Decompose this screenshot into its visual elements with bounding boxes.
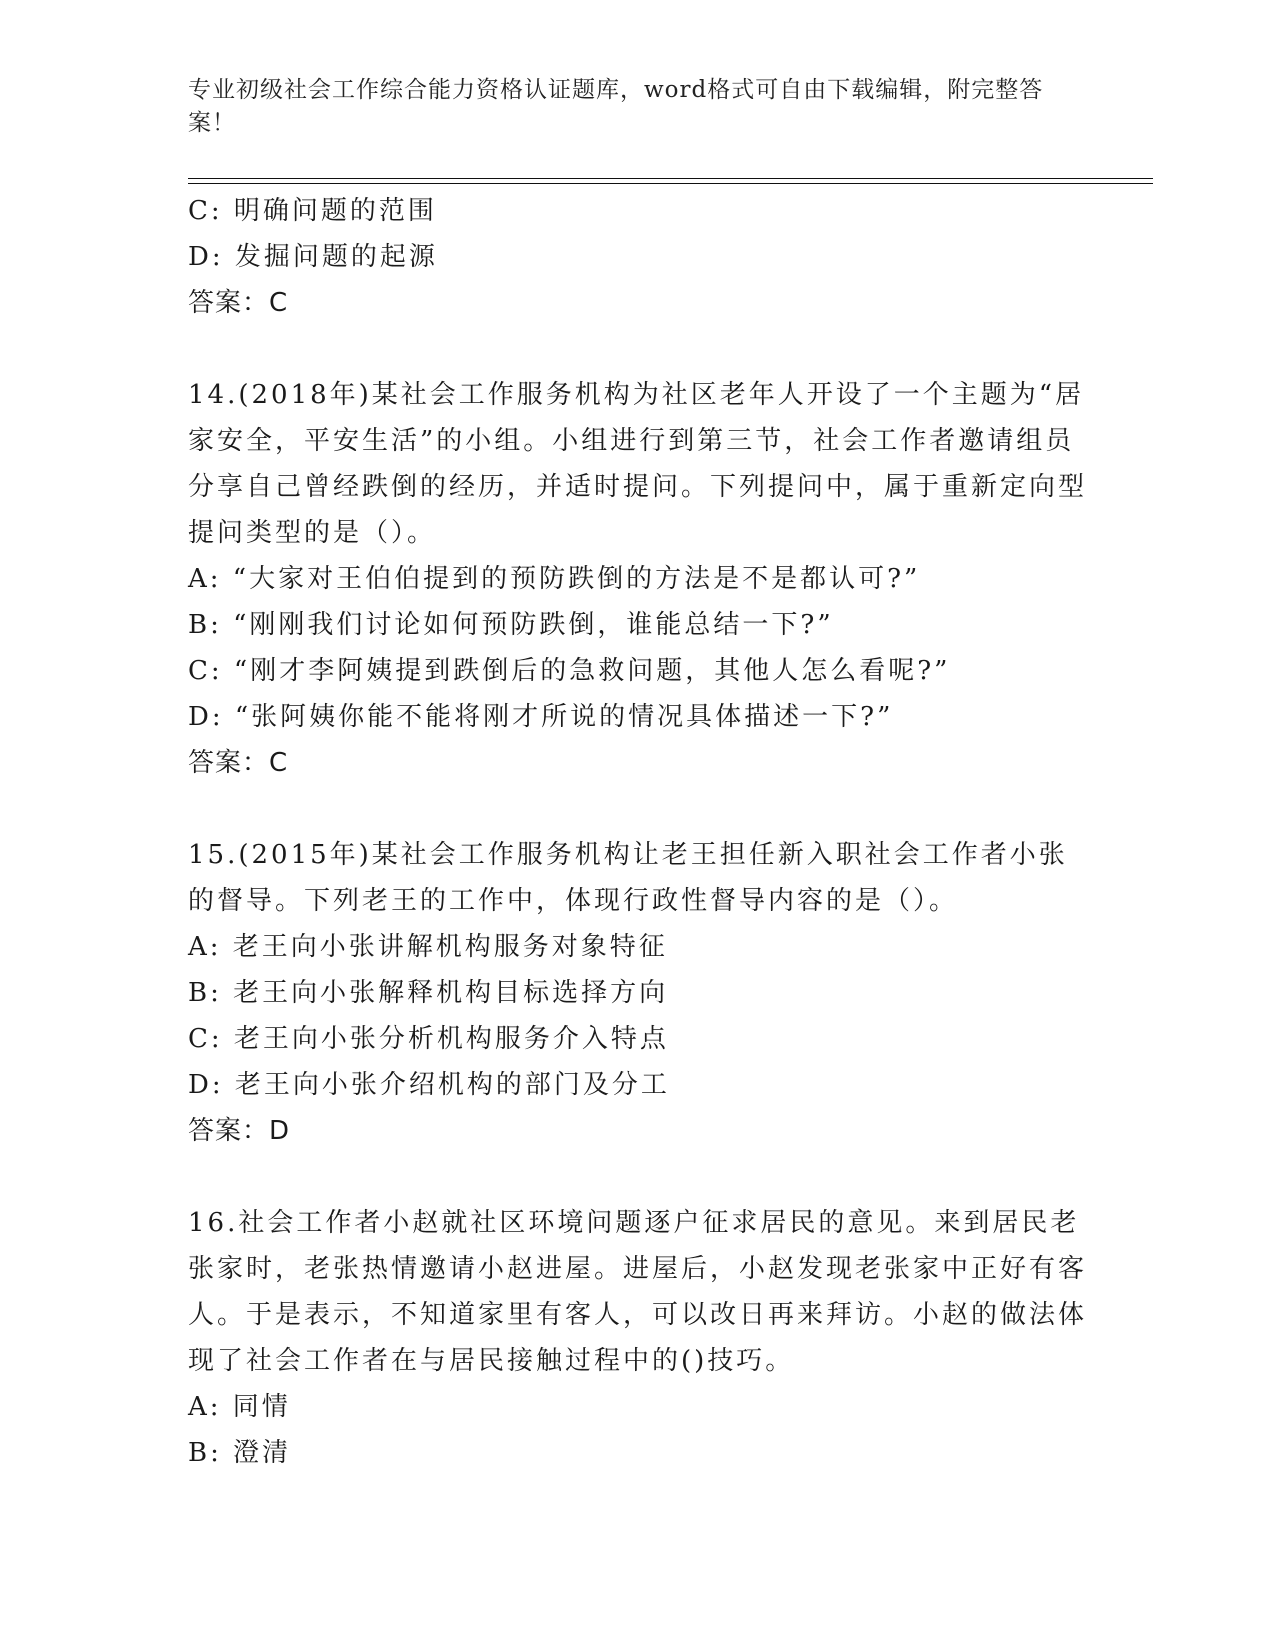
option-a: A: 老王向小张讲解机构服务对象特征: [188, 932, 668, 962]
header-divider-bottom: [188, 183, 1153, 184]
question-15: [188, 832, 1088, 1154]
option-c: C: 明确问题的范围: [188, 196, 437, 226]
previous-question-tail: [188, 188, 1088, 326]
answer-line: 答案：C: [188, 748, 289, 778]
page-header: 专业初级社会工作综合能力资格认证题库，word格式可自由下载编辑，附完整答案！: [188, 77, 1044, 136]
option-b: B: 老王向小张解释机构目标选择方向: [188, 978, 669, 1008]
option-a: A: 同情: [188, 1392, 291, 1422]
option-c: C: “刚才李阿姨提到跌倒后的急救问题，其他人怎么看呢?”: [188, 656, 951, 686]
question-content: [188, 188, 1088, 1476]
question-14: [188, 372, 1088, 786]
header-divider-top: [188, 178, 1153, 179]
question-stem: 15.(2015年)某社会工作服务机构让老王担任新入职社会工作者小张的督导。下列老王的工作中，体现行政性督导内容的是（）。: [188, 840, 1068, 916]
option-d: D: 老王向小张介绍机构的部门及分工: [188, 1070, 670, 1100]
answer-line: 答案：C: [188, 288, 289, 318]
option-a: A: “大家对王伯伯提到的预防跌倒的方法是不是都认可?”: [188, 564, 921, 594]
spacer: [188, 1154, 1088, 1200]
question-stem: 16.社会工作者小赵就社区环境问题逐户征求居民的意见。来到居民老张家时，老张热情邀请小赵进屋。进屋后，小赵发现老张家中正好有客人。于是表示，不知道家里有客人，可以改日再来拜访。小赵的做法体现了社会工作者在与居民接触过程中的()技巧。: [188, 1208, 1088, 1376]
option-d: D: 发掘问题的起源: [188, 242, 438, 272]
spacer: [188, 326, 1088, 372]
option-d: D: “张阿姨你能不能将刚才所说的情况具体描述一下?”: [188, 702, 894, 732]
question-16: [188, 1200, 1088, 1476]
option-c: C: 老王向小张分析机构服务介入特点: [188, 1024, 669, 1054]
question-stem: 14.(2018年)某社会工作服务机构为社区老年人开设了一个主题为“居家安全，平安生活”的小组。小组进行到第三节，社会工作者邀请组员分享自己曾经跌倒的经历，并适时提问。下列提问中，属于重新定向型提问类型的是（）。: [188, 380, 1088, 548]
spacer: [188, 786, 1088, 832]
option-b: B: 澄清: [188, 1438, 292, 1468]
answer-line: 答案：D: [188, 1116, 291, 1146]
option-b: B: “刚刚我们讨论如何预防跌倒，谁能总结一下?”: [188, 610, 834, 640]
